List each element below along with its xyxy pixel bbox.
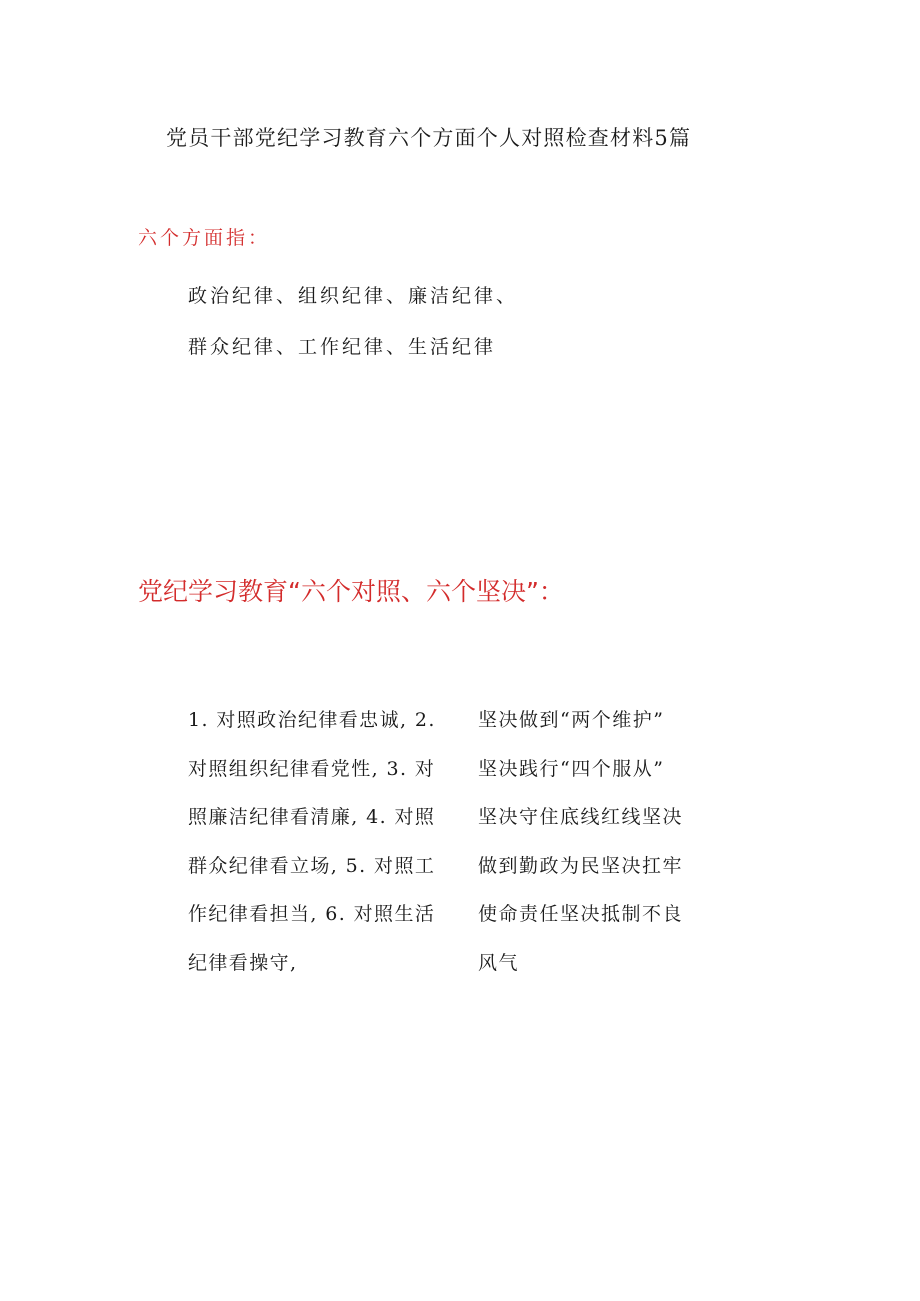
comparison-left-line: 群众纪律看立场, 5. 对照工 (188, 854, 436, 877)
comparison-right-line: 坚决做到“两个维护” (478, 709, 665, 731)
comparison-right-line: 做到勤政为民坚决扛牢 (478, 854, 684, 877)
comparison-left-line: 作纪律看担当, 6. 对照生活 (188, 903, 436, 925)
comparison-left-line: 1. 对照政治纪律看忠诚, 2. (188, 709, 436, 731)
aspects-line: 政治纪律、组织纪律、廉洁纪律、 (188, 285, 519, 307)
comparison-right-column (478, 696, 683, 987)
comparison-right-line: 使命责任坚决抵制不良 (478, 903, 684, 925)
comparison-right-line: 坚决践行“四个服从” (478, 757, 665, 780)
document-title: 党员干部党纪学习教育六个方面个人对照检查材料5篇 (166, 126, 692, 150)
comparison-left-line: 照廉洁纪律看清廉, 4. 对照 (188, 806, 436, 828)
comparison-left-line: 纪律看操守, (188, 951, 298, 974)
comparison-left-column (188, 696, 436, 987)
six-aspects-label: 六个方面指： (138, 227, 271, 249)
aspects-line: 群众纪律、工作纪律、生活纪律 (188, 336, 497, 358)
six-aspects-list (188, 271, 518, 373)
comparison-right-line: 坚决守住底线红线坚决 (478, 806, 684, 828)
comparison-heading: 党纪学习教育“六个对照、六个坚决”： (138, 577, 564, 606)
comparison-right-line: 风气 (478, 951, 520, 974)
comparison-left-line: 对照组织纪律看党性, 3. 对 (188, 757, 436, 780)
